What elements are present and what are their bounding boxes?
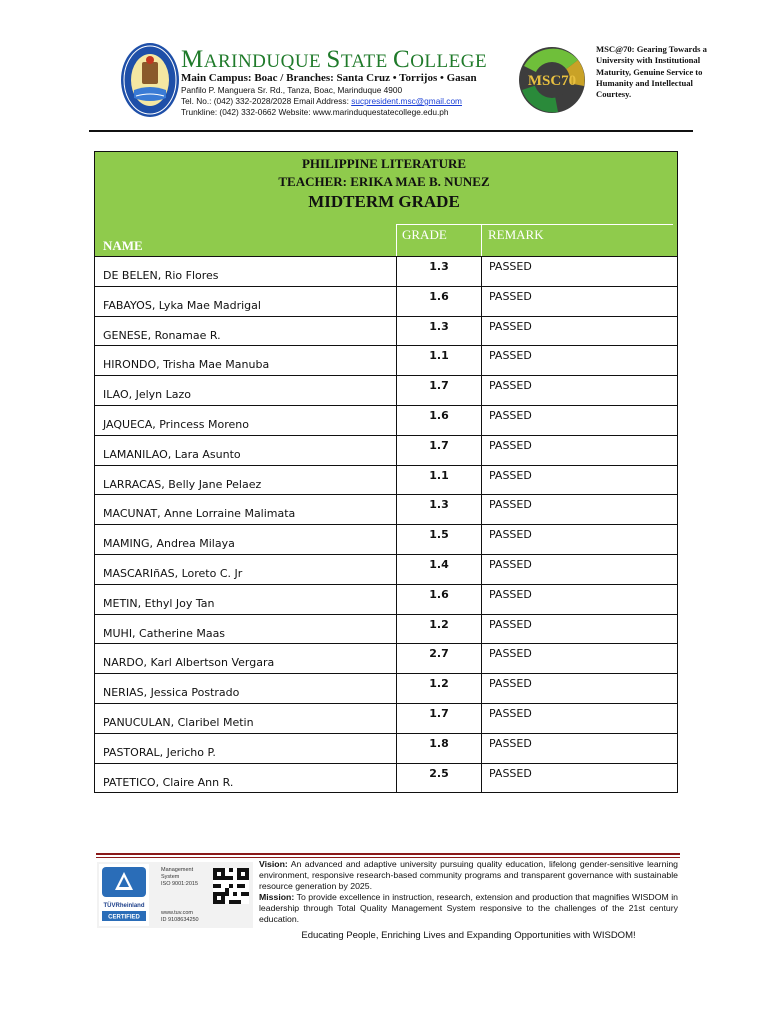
table-row <box>95 345 677 375</box>
motto-text: MSC@70: Gearing Towards a University with Institutional Maturity, Genuine Service to Humanity and Intellectual Courtesy. <box>596 44 707 100</box>
column-header-remark: REMARK <box>488 227 544 242</box>
remark-value: PASSED <box>481 346 673 375</box>
column-header-name: NAME <box>103 238 143 253</box>
table-row <box>95 763 677 793</box>
table-row <box>95 584 677 614</box>
qr-code-icon <box>213 868 249 904</box>
table-row <box>95 435 677 465</box>
column-header-grade: GRADE <box>402 227 447 242</box>
college-name <box>181 46 487 74</box>
table-row <box>95 256 677 286</box>
student-name: METIN, Ethyl Joy Tan <box>103 596 215 610</box>
grade-value: 1.8 <box>396 734 481 763</box>
student-name: ILAO, Jelyn Lazo <box>103 388 192 402</box>
grade-value: 2.5 <box>396 764 481 793</box>
grade-table <box>94 151 678 793</box>
table-row <box>95 405 677 435</box>
table-body <box>95 256 677 792</box>
remark-value: PASSED <box>481 615 673 644</box>
table-row <box>95 286 677 316</box>
grade-value: 1.6 <box>396 406 481 435</box>
table-row <box>95 614 677 644</box>
table-row <box>95 643 677 673</box>
remark-value: PASSED <box>481 704 673 733</box>
grade-value: 1.6 <box>396 287 481 316</box>
vision-statement <box>259 859 678 892</box>
student-name: MASCARIñAS, Loreto C. Jr <box>103 566 243 580</box>
mission-label: Mission: <box>259 892 295 902</box>
email-link[interactable]: sucpresident.msc@gmail.com <box>351 96 462 106</box>
tel-text: Tel. No.: (042) 332-2028/2028 Email Address: <box>181 96 352 106</box>
student-name: LARRACAS, Belly Jane Pelaez <box>103 477 262 491</box>
college-name-initial-3: C <box>393 46 411 73</box>
grade-value: 1.3 <box>396 257 481 286</box>
table-row <box>95 554 677 584</box>
teacher-name: TEACHER: ERIKA MAE B. NUNEZ <box>278 174 490 189</box>
remark-value: PASSED <box>481 495 673 524</box>
grade-value: 1.1 <box>396 346 481 375</box>
vision-body: An advanced and adaptive university pursuing quality education, lifelong gender-sensitive learning environment, responsive research-based community programs and transparent governance with sustainable resource generation by 2025. <box>259 859 678 891</box>
student-name: PANUCULAN, Claribel Metin <box>103 715 254 729</box>
grade-value: 1.5 <box>396 525 481 554</box>
tagline: Educating People, Enriching Lives and Expanding Opportunities with WISDOM! <box>301 930 636 941</box>
remark-value: PASSED <box>481 406 673 435</box>
remark-value: PASSED <box>481 466 673 495</box>
subject-title: PHILIPPINE LITERATURE <box>301 156 467 171</box>
grade-value: 1.4 <box>396 555 481 584</box>
remark-value: PASSED <box>481 585 673 614</box>
header-divider-remark <box>481 224 482 256</box>
cert-id-block <box>161 910 199 924</box>
remark-value: PASSED <box>481 674 673 703</box>
msc70-logo-text: MSC70 <box>527 73 577 89</box>
student-name: PASTORAL, Jericho P. <box>103 745 216 759</box>
cert-line-2: System <box>161 874 180 880</box>
header-inner-rule <box>396 224 673 225</box>
remark-value: PASSED <box>481 317 673 346</box>
tuv-certified-text: CERTIFIED <box>108 914 140 921</box>
grade-value: 1.1 <box>396 466 481 495</box>
cert-line-1: Management <box>161 867 194 873</box>
trunkline-website-line: Trunkline: (042) 332-0662 Website: www.marinduquestatecollege.edu.ph <box>181 107 449 117</box>
campus-line: Main Campus: Boac / Branches: Santa Cruz • Torrijos • Gasan <box>181 72 477 84</box>
student-name: MUHI, Catherine Maas <box>103 626 226 640</box>
contact-line <box>181 96 462 106</box>
remark-value: PASSED <box>481 734 673 763</box>
vision-label: Vision: <box>259 859 288 869</box>
table-row <box>95 733 677 763</box>
college-seal-icon <box>120 42 180 118</box>
student-name: GENESE, Ronamae R. <box>103 328 221 342</box>
student-name: DE BELEN, Rio Flores <box>103 269 219 282</box>
remark-value: PASSED <box>481 436 673 465</box>
grade-value: 1.2 <box>396 615 481 644</box>
student-name: JAQUECA, Princess Moreno <box>103 417 249 431</box>
grade-value: 2.7 <box>396 644 481 673</box>
grade-value: 1.7 <box>396 436 481 465</box>
student-name: MAMING, Andrea Milaya <box>103 537 235 551</box>
cert-description <box>161 867 198 888</box>
footer-divider-thick <box>96 853 680 855</box>
grade-value: 1.7 <box>396 704 481 733</box>
cert-id: ID 9108634250 <box>161 917 199 923</box>
grade-value: 1.7 <box>396 376 481 405</box>
table-row <box>95 703 677 733</box>
remark-value: PASSED <box>481 644 673 673</box>
address-line: Panfilo P. Manguera Sr. Rd., Tanza, Boac, Marinduque 4900 <box>181 85 403 95</box>
remark-value: PASSED <box>481 764 673 793</box>
student-name: HIRONDO, Trisha Mae Manuba <box>103 358 270 372</box>
remark-value: PASSED <box>481 287 673 316</box>
remark-value: PASSED <box>481 376 673 405</box>
grade-value: 1.6 <box>396 585 481 614</box>
msc70-anniversary-logo-icon <box>518 46 586 114</box>
term-title: MIDTERM GRADE <box>308 192 460 211</box>
grade-value: 1.2 <box>396 674 481 703</box>
student-name: LAMANILAO, Lara Asunto <box>103 447 241 461</box>
student-name: FABAYOS, Lyka Mae Madrigal <box>103 298 261 312</box>
table-row <box>95 375 677 405</box>
table-row <box>95 465 677 495</box>
table-row <box>95 524 677 554</box>
table-row <box>95 494 677 524</box>
remark-value: PASSED <box>481 555 673 584</box>
footer-divider-thin <box>96 857 680 858</box>
cert-url: www.tuv.com <box>161 910 193 916</box>
college-name-part-1: ARINDUQUE <box>203 51 327 72</box>
table-header <box>95 152 677 256</box>
grade-value: 1.3 <box>396 317 481 346</box>
student-name: PATETICO, Claire Ann R. <box>103 775 234 789</box>
grade-value: 1.3 <box>396 495 481 524</box>
student-name: MACUNAT, Anne Lorraine Malimata <box>103 507 296 521</box>
tuv-brand-text: TÜVRheinland <box>103 903 145 909</box>
mission-statement <box>259 892 678 925</box>
cert-line-3: ISO 9001:2015 <box>161 881 199 887</box>
college-name-part-3: OLLEGE <box>410 51 488 72</box>
college-name-part-2: TATE <box>340 51 393 72</box>
college-name-initial-1: M <box>181 46 204 73</box>
vision-mission-text <box>259 859 678 925</box>
mission-body: To provide excellence in instruction, research, extension and production that magnifies WISDOM in leadership through Total Quality Management System responsive to the challenges of the 21st century education. <box>259 892 678 924</box>
student-name: NARDO, Karl Albertson Vergara <box>103 656 275 670</box>
table-row <box>95 673 677 703</box>
college-name-initial-2: S <box>326 46 341 73</box>
header-divider-grade <box>396 224 397 256</box>
tuv-certified-icon <box>99 864 149 926</box>
student-name: NERIAS, Jessica Postrado <box>103 686 240 700</box>
remark-value: PASSED <box>481 257 673 286</box>
iso-certification-badge <box>97 862 253 928</box>
header-divider <box>89 130 693 132</box>
table-row <box>95 316 677 346</box>
remark-value: PASSED <box>481 525 673 554</box>
